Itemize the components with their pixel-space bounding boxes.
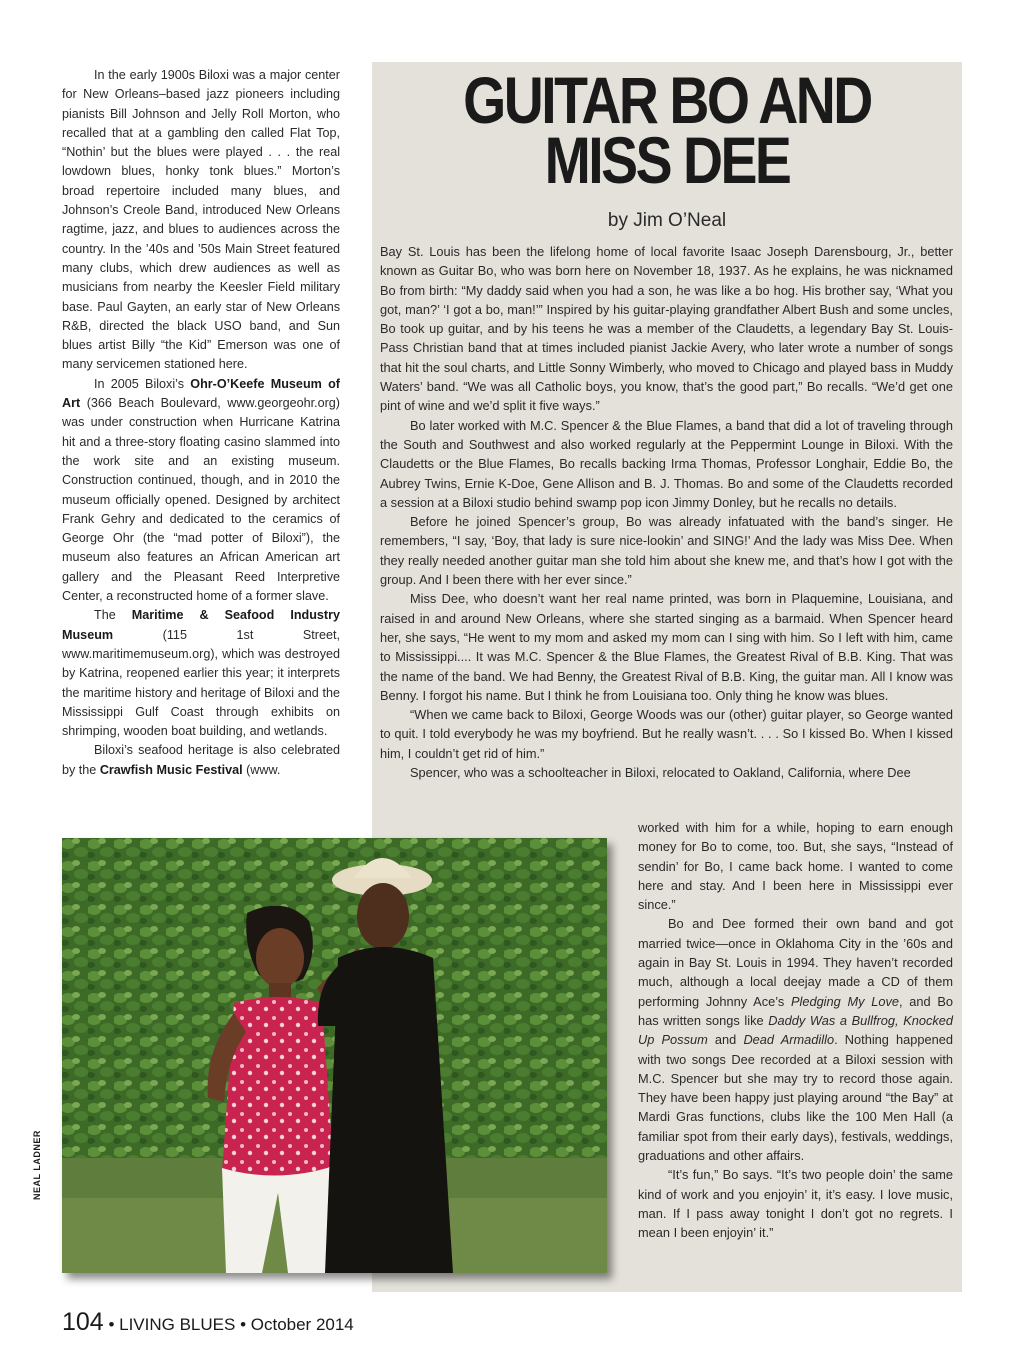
- sidebar-paragraph-1: Bay St. Louis has been the lifelong home of local favorite Isaac Joseph Darensbourg, Jr., better known as Guitar Bo, who was born here on November 18, 1937. As he explains, he was nicknamed Bo from birth: “My daddy said when you had a son, he was like a bo hog. His brother say, ‘What you got, man?’ ‘I got a bo, man!’” Inspired by his guitar-playing grandfather Albert Bush and some uncles, Bo took up guitar, and by his teens he was a member of the Claudetts, a legendary Bay St. Louis-Pass Christian band that at times included pianist Jackie Avery, who later wrote a number of songs that hit the soul charts, and Little Sonny Wimberly, who moved to Chicago and played bass in Muddy Waters’ band. “We was all Catholic boys, you know, that’s the good part,” Bo recalls. “We’d get one pint of wine and we’d split it five ways.”: [380, 244, 953, 414]
- photo-credit: NEAL LADNER: [32, 1130, 42, 1200]
- headline-line-2: MISS DEE: [544, 123, 790, 197]
- song-title: Pledging My Love: [790, 993, 900, 1009]
- sidebar-paragraph-6-continued: worked with him for a while, hoping to earn enough money for Bo to come, too. But, she says, “Instead of sendin’ for Bo, I came back home. I wanted to come here and stay. And I been here in Mississippi ever since.”: [638, 820, 953, 913]
- couple-photo: [62, 838, 607, 1273]
- photo-illustration: [62, 838, 607, 1273]
- text-run: . Nothing happened with two songs Dee recorded at a Biloxi session with M.C. Spencer but she may try to record those again. They have been happy just playing around “the Bay” at Mardi Gras functions, clubs like the 100 Men Hall (a familiar spot from their early days), festivals, weddings, graduations and other affairs.: [638, 1032, 953, 1164]
- text-run: Biloxi’s seafood heritage is also celebrated by the: [62, 743, 340, 777]
- sidebar-paragraph-3: Before he joined Spencer’s group, Bo was already infatuated with the band’s singer. He remembers, “I say, ‘Boy, that lady is sure nice-lookin’ and SING!’ And the lady was Miss Dee. When they really needed another guitar man she told him about she knew me, and that’s how I got with the group. And I been there with her ever since.”: [380, 514, 953, 588]
- headline-line-1: GUITAR BO AND: [463, 63, 871, 137]
- song-title: Daddy Was a Bullfrog, Knocked Up Possum: [638, 1012, 953, 1048]
- left-paragraph-1: In the early 1900s Biloxi was a major center for New Orleans–based jazz pioneers including pianists Bill Johnson and Jelly Roll Morton, who recalled that at a gambling den called Flat Top, “Nothin’ but the blues were played . . . the real lowdown blues, honky tonk blues.” Morton’s broad repertoire included many blues, and Johnson’s Creole Band, introduced New Orleans ragtime, jazz, and blues to audiences across the country. In the ’40s and ’50s Main Street featured many clubs, which drew audiences as well as musicians from nearby the Keesler Field military base. Paul Gayten, an early star of New Orleans R&B, directed the black USO band, and Sun blues artist Billy “the Kid” Emerson was one of many servicemen stationed here.: [62, 68, 340, 372]
- text-run: Bo and Dee formed their own band and got married twice—once in Oklahoma City in the ’60s and again in Bay St. Louis in 1994. They haven’t recorded much, although a local deejay made a CD of them performing Johnny Ace’s: [638, 916, 953, 1009]
- text-run: (115 1st Street, www.maritimemuseum.org), which was destroyed by Katrina, reopened earlier this year; it interprets the maritime history and heritage of Biloxi and the Mississippi Gulf Coast through exhibits on shrimping, wooden boat building, and wetlands.: [62, 627, 340, 739]
- left-paragraph-2: [62, 375, 340, 607]
- page-number: 104: [62, 1308, 104, 1336]
- festival-name: Crawfish Music Festival: [99, 762, 243, 777]
- sidebar-paragraph-7: [638, 914, 953, 1165]
- text-run: , and Bo has written songs like: [638, 993, 954, 1028]
- text-run: The: [94, 608, 132, 623]
- text-run: In 2005 Biloxi’s: [94, 376, 191, 391]
- song-title: Dead Armadillo: [743, 1032, 835, 1048]
- left-column-text: [62, 66, 340, 780]
- museum-name-maritime: Maritime & Seafood Industry Museum: [62, 608, 340, 642]
- text-run: (366 Beach Boulevard, www.georgeohr.org) was under construction when Hurricane Katrina hit and a three-story floating casino slammed into the work site and an existing museum. Construction continued, though, and in 2010 the museum officially opened. Designed by architect Frank Gehry and dedicated to the ceramics of George Ohr (the “mad potter of Biloxi”), the museum also features an African American art gallery and the Pleasant Reed Interpretive Center, a reconstructed home of a former slave.: [62, 396, 340, 604]
- text-run: (www.: [242, 762, 281, 777]
- issue-date: October 2014: [250, 1315, 354, 1334]
- article-headline: [419, 63, 915, 197]
- museum-name-ohr: Ohr-O’Keefe Museum of Art: [62, 376, 340, 411]
- sidebar-paragraph-2: Bo later worked with M.C. Spencer & the Blue Flames, a band that did a lot of traveling through the South and Southwest and also worked regularly at the Peppermint Lounge in Biloxi. With the Claudetts or the Blue Flames, Bo recalls backing Irma Thomas, Professor Longhair, Eddie Bo, the Aubrey Twins, Ernie K-Doe, Gene Allison and B. J. Thomas. Bo and some of the Claudetts recorded a session at a Biloxi studio behind swamp pop icon Jimmy Donley, but he recalls no details.: [380, 417, 953, 510]
- sidebar-paragraph-6: Spencer, who was a schoolteacher in Biloxi, relocated to Oakland, California, where Dee: [410, 765, 911, 781]
- sidebar-paragraph-5: “When we came back to Biloxi, George Woods was our (other) guitar player, so George wanted to quit. I told everybody he was my boyfriend. But he really wasn’t. . . . So I kissed Bo. When I kissed him, I couldn’t get rid of him.”: [380, 707, 953, 761]
- sidebar-body-text: [380, 242, 953, 782]
- byline: by Jim O’Neal: [607, 210, 727, 231]
- page-footer: [62, 1308, 354, 1337]
- sidebar-right-column: [638, 818, 953, 1243]
- magazine-name: LIVING BLUES: [119, 1315, 236, 1334]
- sidebar-paragraph-4: Miss Dee, who doesn’t want her real name printed, was born in Plaquemine, Louisiana, and raised in and around New Orleans, where she started singing as a barmaid. When Spencer heard her, she says, “He went to my mom and asked my mom can I sing with him. So I left with him, came to Mississippi.... It was M.C. Spencer & the Blue Flames, the Greatest Rival of B.B. King. That was the name of the band. We had Benny, the Greatest Rival of B.B. King, the guitar man. All I know was Benny. I forgot his name. But I think he from Louisiana too. Only thing he know was blues.: [380, 591, 953, 703]
- footer-separator: •: [235, 1315, 251, 1334]
- left-paragraph-4: [62, 741, 340, 780]
- sidebar-paragraph-8: “It’s fun,” Bo says. “It’s two people doin’ the same kind of work and you enjoyin’ it, it’s easy. I love music, man. If I pass away tonight I don’t got no regrets. I mean I been enjoyin’ it.”: [638, 1167, 953, 1241]
- footer-separator: •: [103, 1315, 120, 1334]
- left-paragraph-3: [62, 606, 340, 741]
- text-run: and: [707, 1032, 744, 1048]
